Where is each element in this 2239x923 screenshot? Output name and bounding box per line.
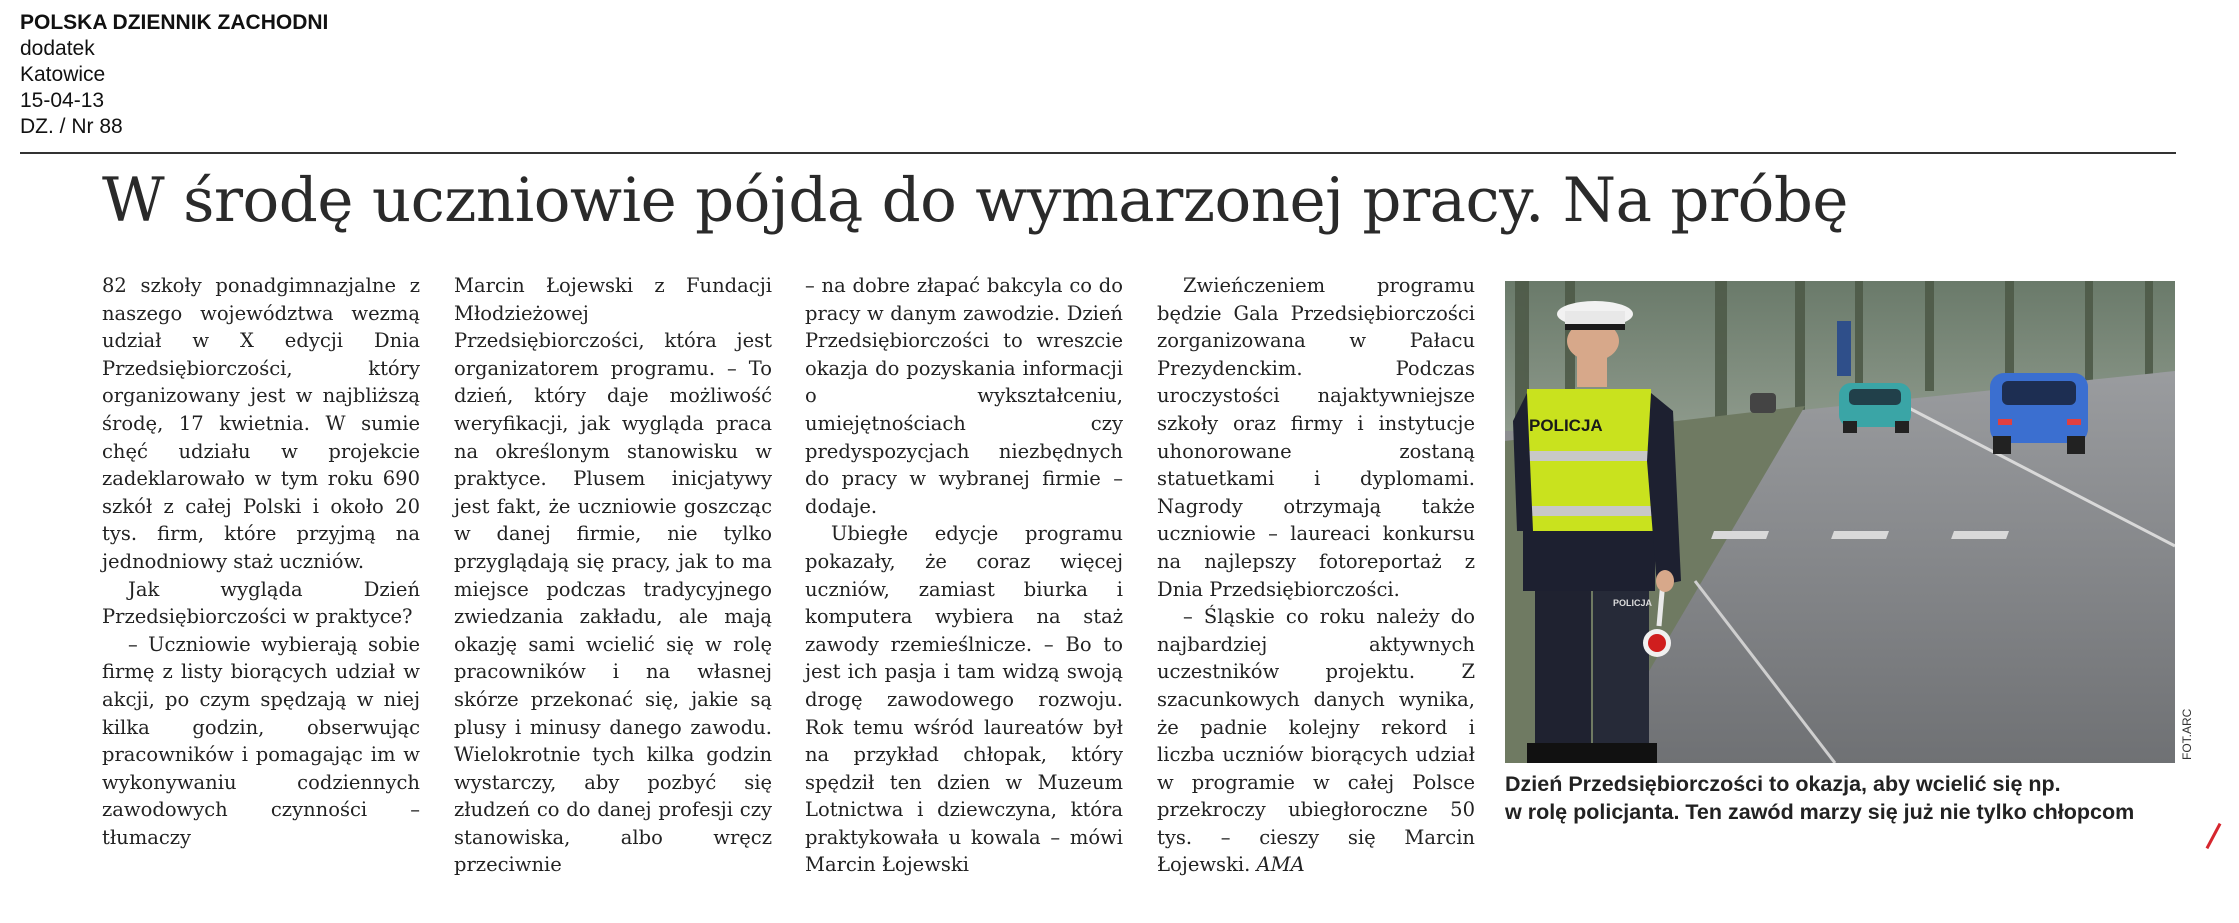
publication-city: Katowice: [20, 63, 106, 86]
police-officer-photo: [1505, 281, 2175, 763]
column-4-paragraph-2: [1157, 603, 1475, 879]
column-1-paragraph-1: 82 szkoły ponadgimnazjalne z naszego województwa wezmą udział w X edycji Dnia Przedsiębiorczości, który organizowany jest w najbliższą środę, 17 kwietnia. W sumie chęć udziału w projekcie zadeklarowało w tym roku 690 szkół z całej Polski i około 20 tys. firm, które przyjmą na jednodniowy staż uczniów.: [102, 274, 420, 573]
column-1-paragraph-3: – Uczniowie wybierają sobie firmę z listy biorących udział w akcji, po czym spędzają w niej kilka godzin, obserwując pracowników i pomagając im w wykonywaniu codziennych zawodowych czynności – tłumaczy: [102, 632, 420, 849]
column-3-paragraph-1: – na dobre złapać bakcyla co do pracy w danym zawodzie. Dzień Przedsiębiorczości to wreszcie okazja do pozyskania informacji o wykształceniu, umiejętnościach czy predyspozycjach niezbędnych do pracy w wybranej firmie – dodaje.: [805, 274, 1123, 518]
publication-meta: [20, 10, 328, 140]
column-4-paragraph-2-text: – Śląskie co roku należy do najbardziej aktywnych uczestników projektu. Z szacunkowych danych wynika, że padnie kolejny rekord i liczba uczniów biorących udział w programie w całej Polsce przekroczy ubiegłoroczne 50 tys. – cieszy się Marcin Łojewski.: [1157, 605, 1475, 877]
article-column-2: [454, 272, 772, 879]
photo-caption-line-1: Dzień Przedsiębiorczości to okazja, aby wcielić się np.: [1505, 772, 2061, 796]
article-column-1: [102, 272, 420, 851]
publication-section: dodatek: [20, 37, 95, 60]
publication-name: POLSKA DZIENNIK ZACHODNI: [20, 11, 329, 34]
photo-credit: FOT.ARC: [2180, 708, 2194, 760]
article-headline: W środę uczniowie pójdą do wymarzonej pracy. Na próbę: [102, 165, 1848, 236]
publication-date: 15-04-13: [20, 89, 105, 112]
teal-car: [1839, 383, 1911, 433]
column-2-paragraph-1: Marcin Łojewski z Fundacji Młodzieżowej Przedsiębiorczości, która jest organizatorem programu. – To dzień, który daje możliwość weryfikacji, jak wygląda praca na określonym stanowisku w praktyce. Plusem inicjatywy jest fakt, że uczniowie goszcząc w danej firmie, nie tylko przyglądają się pracy, jak to ma miejsce podczas tradycyjnego zwiedzania zakładu, ale mają okazję sami wcielić się w rolę pracowników i na własnej skórze przekonać się, jakie są plusy i minusy danego zawodu. Wielokrotnie tych kilka godzin wystarczy, aby pozbyć się złudzeń co do danej profesji czy stanowiska, albo wręcz przeciwnie: [454, 274, 772, 877]
header-rule: [20, 152, 2176, 154]
pocket-label: POLICJA: [1613, 598, 1653, 608]
article-column-3: [805, 272, 1123, 879]
column-3-paragraph-2: Ubiegłe edycje programu pokazały, że coraz więcej uczniów, zamiast biurka i komputera wybiera na staż zawody rzemieślnicze. – Bo to jest ich pasja i tam widzą swoją drogę zawodowego rozwoju. Rok temu wśród laureatów był na przykład chłopak, który spędził ten dzien w Muzeum Lotnictwa i dziewczyna, która praktykowała u kowala – mówi Marcin Łojewski: [805, 522, 1123, 877]
column-1-paragraph-2: Jak wygląda Dzień Przedsiębiorczości w praktyce?: [102, 577, 420, 629]
blue-car: [1990, 373, 2088, 454]
article-column-4: [1157, 272, 1475, 879]
publication-issue: DZ. / Nr 88: [20, 115, 123, 138]
column-4-paragraph-1: Zwieńczeniem programu będzie Gala Przedsiębiorczości zorganizowana w Pałacu Prezydenckim. Podczas uroczystości najaktywniejsze szkoły oraz firmy i instytucje uhonorowane zostaną statuetkami i dyplomami. Nagrody otrzymają także uczniowie – laureaci konkursu na najlepszy fotoreportaż z Dnia Przedsiębiorczości.: [1157, 274, 1475, 601]
photo-caption-line-2: w rolę policjanta. Ten zawód marzy się już nie tylko chłopcom: [1505, 800, 2135, 824]
author-signature: AMA: [1256, 853, 1305, 877]
photo-caption: [1505, 770, 2205, 826]
article-photo: [1505, 281, 2175, 763]
red-slash-mark: [2206, 823, 2222, 849]
vest-label: POLICJA: [1529, 416, 1603, 435]
